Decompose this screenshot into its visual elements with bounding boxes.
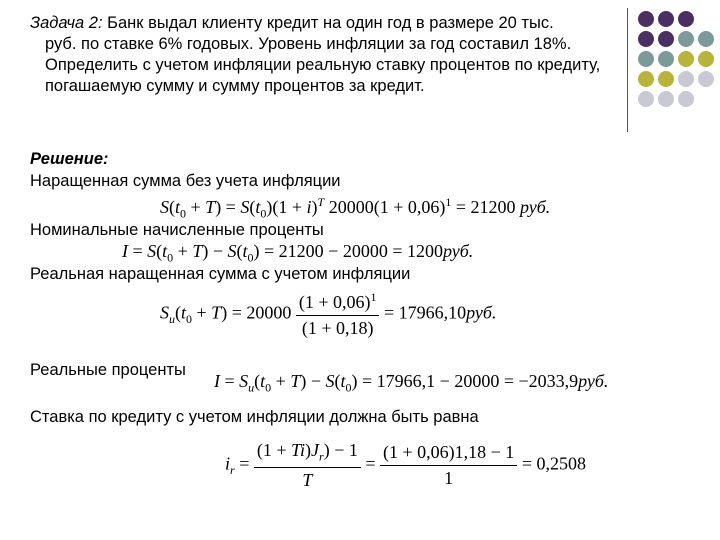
decor-dot <box>678 11 694 27</box>
formula-4-unit: руб. <box>578 371 609 391</box>
decor-dot <box>638 11 654 27</box>
formula-3-num-power: 1 <box>370 290 377 304</box>
formula-4: $I = S_u(t_0 + T) - S(t_0) = 17966,1 - 20000 = -2033,9руб$. <box>214 371 609 395</box>
decor-dot <box>678 51 694 67</box>
formula-3-lhs: = 20000 <box>231 302 292 323</box>
formula-3-fraction <box>296 290 380 339</box>
formula-2: $I = S(t_0 + T) - S(t_0) = 21200 - 20000 = 1200руб$. <box>122 241 474 265</box>
decor-dot <box>698 31 714 47</box>
decor-dot-grid <box>638 11 718 107</box>
problem-text-line1: Банк выдал клиенту кредит на один год в размере 20 тыс. <box>102 14 554 32</box>
decor-dot <box>698 71 714 87</box>
problem-statement <box>30 13 635 97</box>
formula-4-value: = 17966,1 − 20000 = −2033,9 <box>362 371 579 391</box>
formula-3-value: = 17966,10 <box>383 302 467 323</box>
decor-dot <box>678 31 694 47</box>
step-2-text: Номинальные начисленные проценты <box>30 221 324 239</box>
formula-5-fraction-b <box>380 442 517 489</box>
formula-1-value: = 21200 <box>455 197 516 217</box>
formula-1-expr: 20000(1 + 0,06) <box>328 197 446 217</box>
decor-dot <box>658 91 674 107</box>
decor-dot <box>698 91 714 107</box>
formula-5-numerator-2: ) − 1 <box>323 440 358 460</box>
decor-dot <box>698 11 714 27</box>
decor-divider <box>627 8 628 132</box>
formula-1: $S(t_0 + T) = S(t_0)(1 + i)^T$ $20000(1 + 0,06)^1 = 21200$ руб. <box>160 195 551 221</box>
formula-5-value: = 0,2508 <box>521 453 586 474</box>
decor-dot <box>638 91 654 107</box>
formula-1-power: 1 <box>445 195 452 209</box>
problem-text-rest: руб. по ставке 6% годовых. Уровень инфляции за год составил 18%. Определить с учетом инфляции реальную ставку процентов по кредиту, погашаемую сумму и сумму процентов за кредит. <box>45 35 601 95</box>
problem-label: Задача 2: <box>30 14 103 32</box>
formula-2-unit: руб. <box>442 241 474 261</box>
decor-dot <box>658 11 674 27</box>
formula-5-fraction-a: $\frac{(1 + Ti)J_r) - 1}{T}$ <box>254 440 361 491</box>
step-1-text: Наращенная сумма без учета инфляции <box>30 172 341 190</box>
formula-5-denominator-b: 1 <box>444 467 454 488</box>
step-5-text: Ставка по кредиту с учетом инфляции должна быть равна <box>30 408 479 426</box>
decor-dot <box>658 31 674 47</box>
decor-dot <box>638 31 654 47</box>
problem-first-line <box>30 14 554 32</box>
step-3-text: Реальная наращенная сумма с учетом инфляции <box>30 265 411 283</box>
formula-3-numerator: (1 + 0,06) <box>298 292 371 312</box>
decor-dot <box>658 51 674 67</box>
decor-dot <box>638 71 654 87</box>
decor-dot <box>638 51 654 67</box>
decor-dot <box>658 71 674 87</box>
solution-heading: Решение: <box>30 150 109 168</box>
step-4-text: Реальные проценты <box>30 361 186 379</box>
formula-5-numerator-1: (1 + <box>256 440 291 460</box>
decor-dot <box>678 91 694 107</box>
formula-5-numerator-b: (1 + 0,06)1,18 − 1 <box>380 442 517 466</box>
formula-3: $S_u(t_0 + T) = 20000$ $\frac{(1 + 0,06)^1}{(1 + 0,18)}$ = 17966,10руб. <box>160 290 497 338</box>
decor-dot <box>678 71 694 87</box>
formula-1-unit: руб. <box>520 197 551 217</box>
formula-2-expr: = 21200 − 20000 = 1200 <box>264 241 443 261</box>
decor-dot <box>698 51 714 67</box>
formula-5: $i_r$ = $\frac{(1 + Ti)J_r) - 1}{T}$ = $\frac{(1 + 0,06)1,18 - 1}{1}$ = 0,2508 <box>225 440 586 490</box>
formula-3-denominator: (1 + 0,18) <box>301 318 374 338</box>
formula-3-unit: руб. <box>466 302 497 323</box>
formula-5-denominator-a: T <box>302 469 313 490</box>
